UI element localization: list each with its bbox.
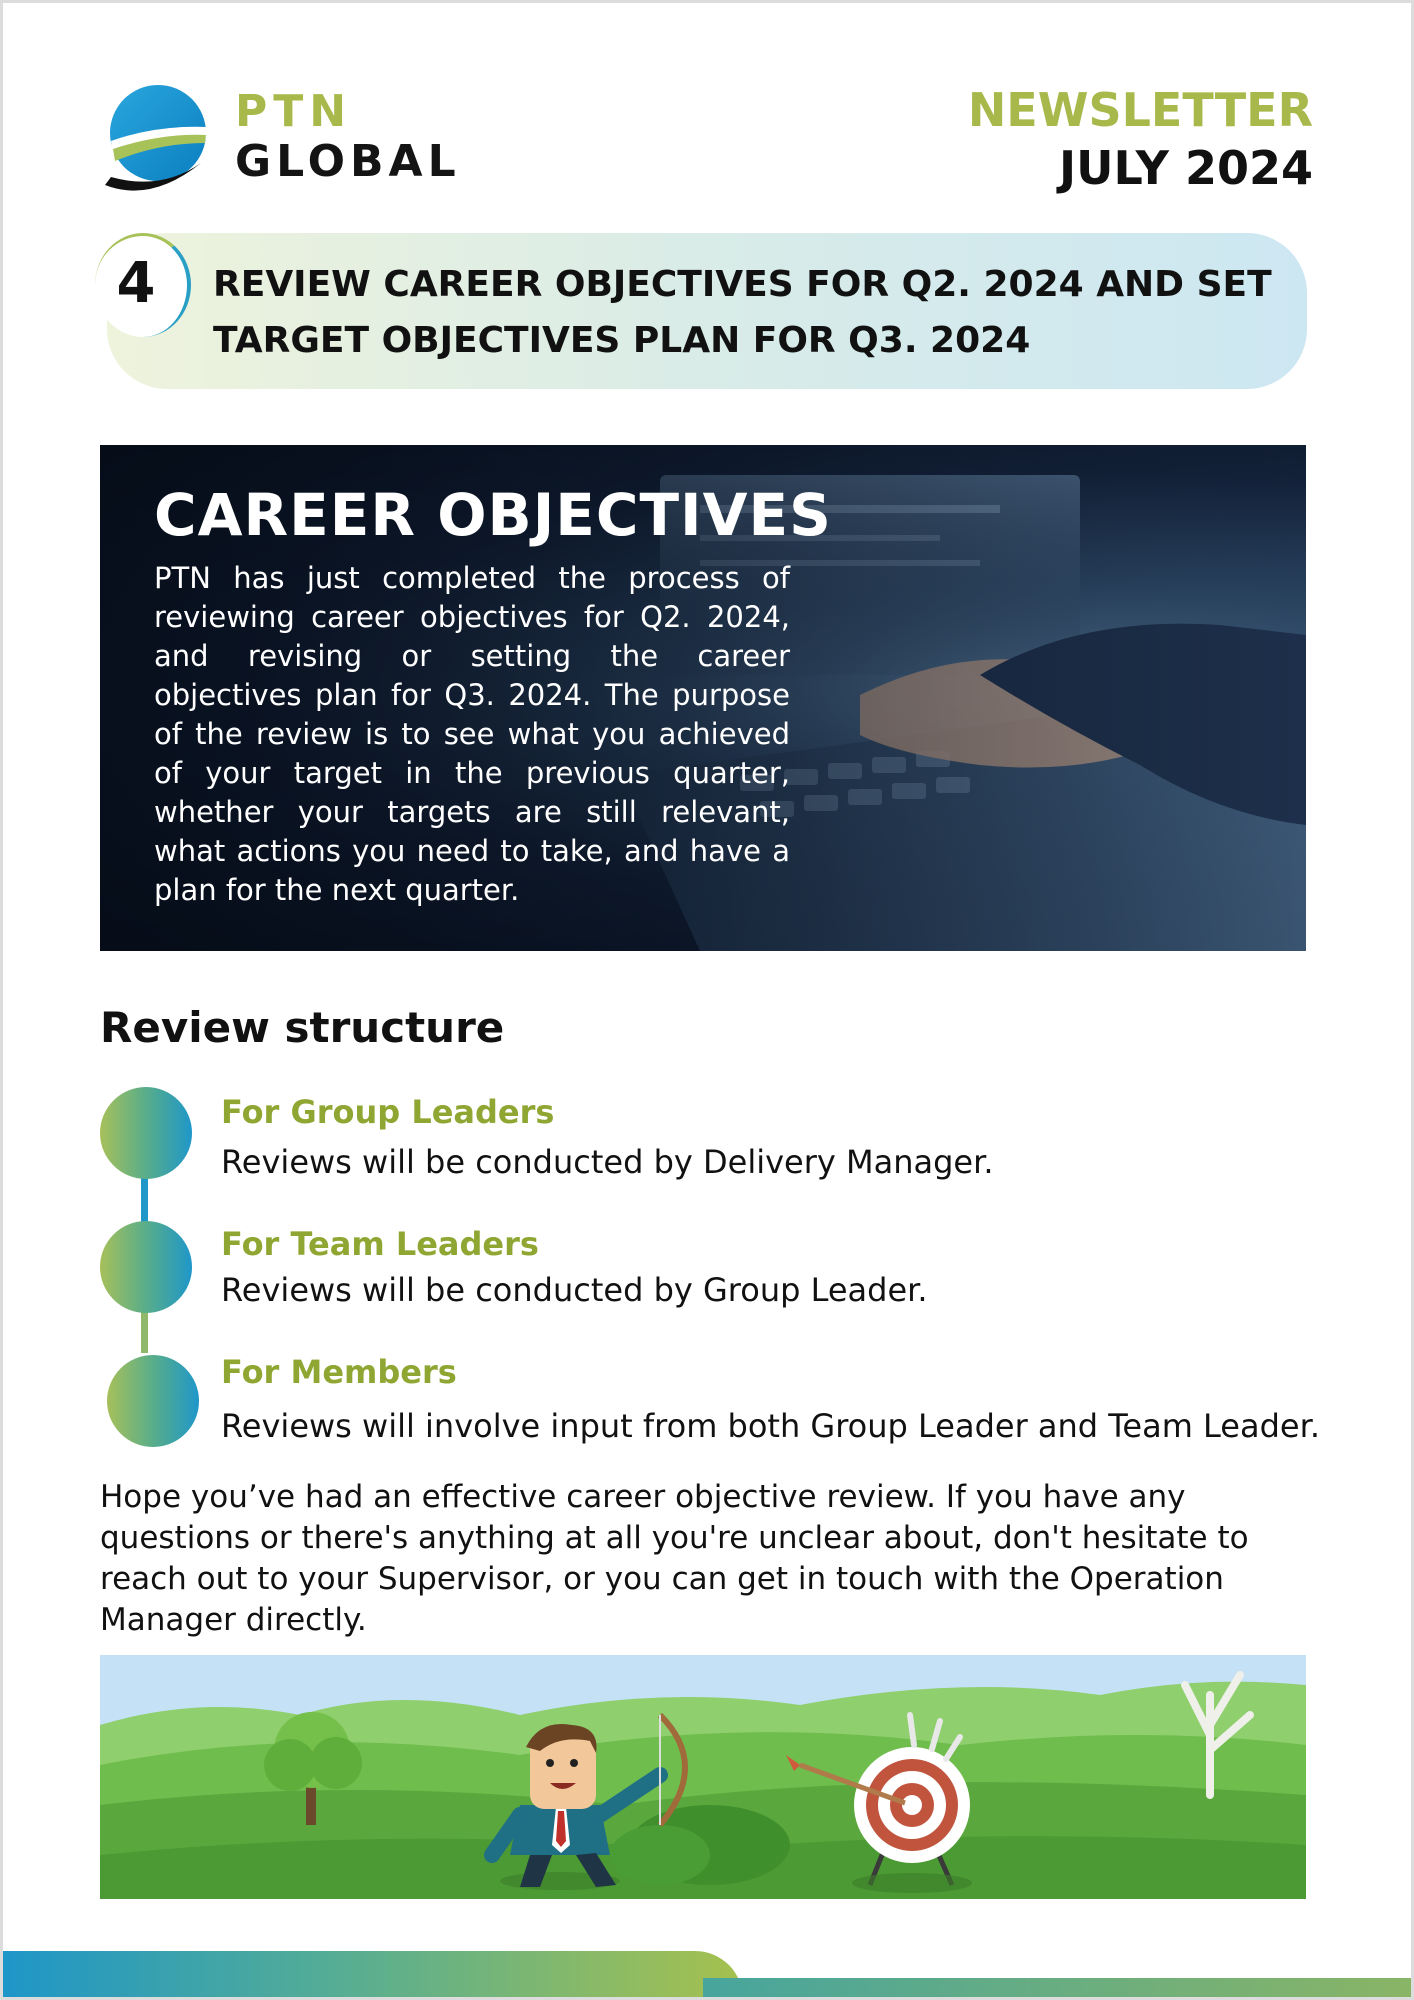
- brand-name-top: PTN: [235, 86, 353, 137]
- brand-name-bottom: GLOBAL: [235, 136, 461, 187]
- step-title-team-leaders: For Team Leaders: [221, 1225, 539, 1263]
- archer-businessman-target-icon: [100, 1655, 1306, 1899]
- step-dot-group-leaders: [100, 1087, 192, 1179]
- review-heading: Review structure: [100, 1003, 505, 1052]
- step-dot-team-leaders: [100, 1221, 192, 1313]
- step-text-team-leaders: Reviews will be conducted by Group Leader.: [221, 1271, 928, 1309]
- hero-panel: [100, 445, 1306, 951]
- hero-body: PTN has just completed the process of reviewing career objectives for Q2. 2024, and revising or setting the career objectives plan for Q3. 2024. The purpose of the review is to see what you achieved of your target in the previous quarter, whether your targets are still relevant, what actions you need to take, and have a plan for the next quarter.: [154, 561, 790, 907]
- issue-label: NEWSLETTER: [967, 83, 1313, 137]
- hero-title: CAREER OBJECTIVES: [154, 481, 832, 549]
- step-dot-members: [107, 1355, 199, 1447]
- step-title-members: For Members: [221, 1353, 457, 1391]
- footer-accent-bar: [703, 1978, 1414, 2000]
- step-text-group-leaders: Reviews will be conducted by Delivery Manager.: [221, 1143, 994, 1181]
- archer-target-illustration: [100, 1655, 1306, 1899]
- footer-gradient-bar: [3, 1951, 743, 2000]
- step-text-members: Reviews will involve input from both Group Leader and Team Leader.: [221, 1407, 1320, 1445]
- issue-block: [968, 81, 1313, 197]
- ptn-globe-logo-icon: [101, 81, 211, 199]
- brand-wordmark: [235, 87, 461, 187]
- closing-paragraph: Hope you’ve had an effective career objective review. If you have any questions or there's anything at all you're unclear about, don't hesitate to reach out to your Supervisor, or you can get in touch with the Operation Manager directly.: [100, 1479, 1249, 1638]
- section-number: 4: [116, 251, 156, 316]
- section-title: REVIEW CAREER OBJECTIVES FOR Q2. 2024 AND SET TARGET OBJECTIVES PLAN FOR Q3. 2024: [213, 264, 1272, 361]
- step-title-group-leaders: For Group Leaders: [221, 1093, 555, 1131]
- issue-date: JULY 2024: [1059, 141, 1313, 195]
